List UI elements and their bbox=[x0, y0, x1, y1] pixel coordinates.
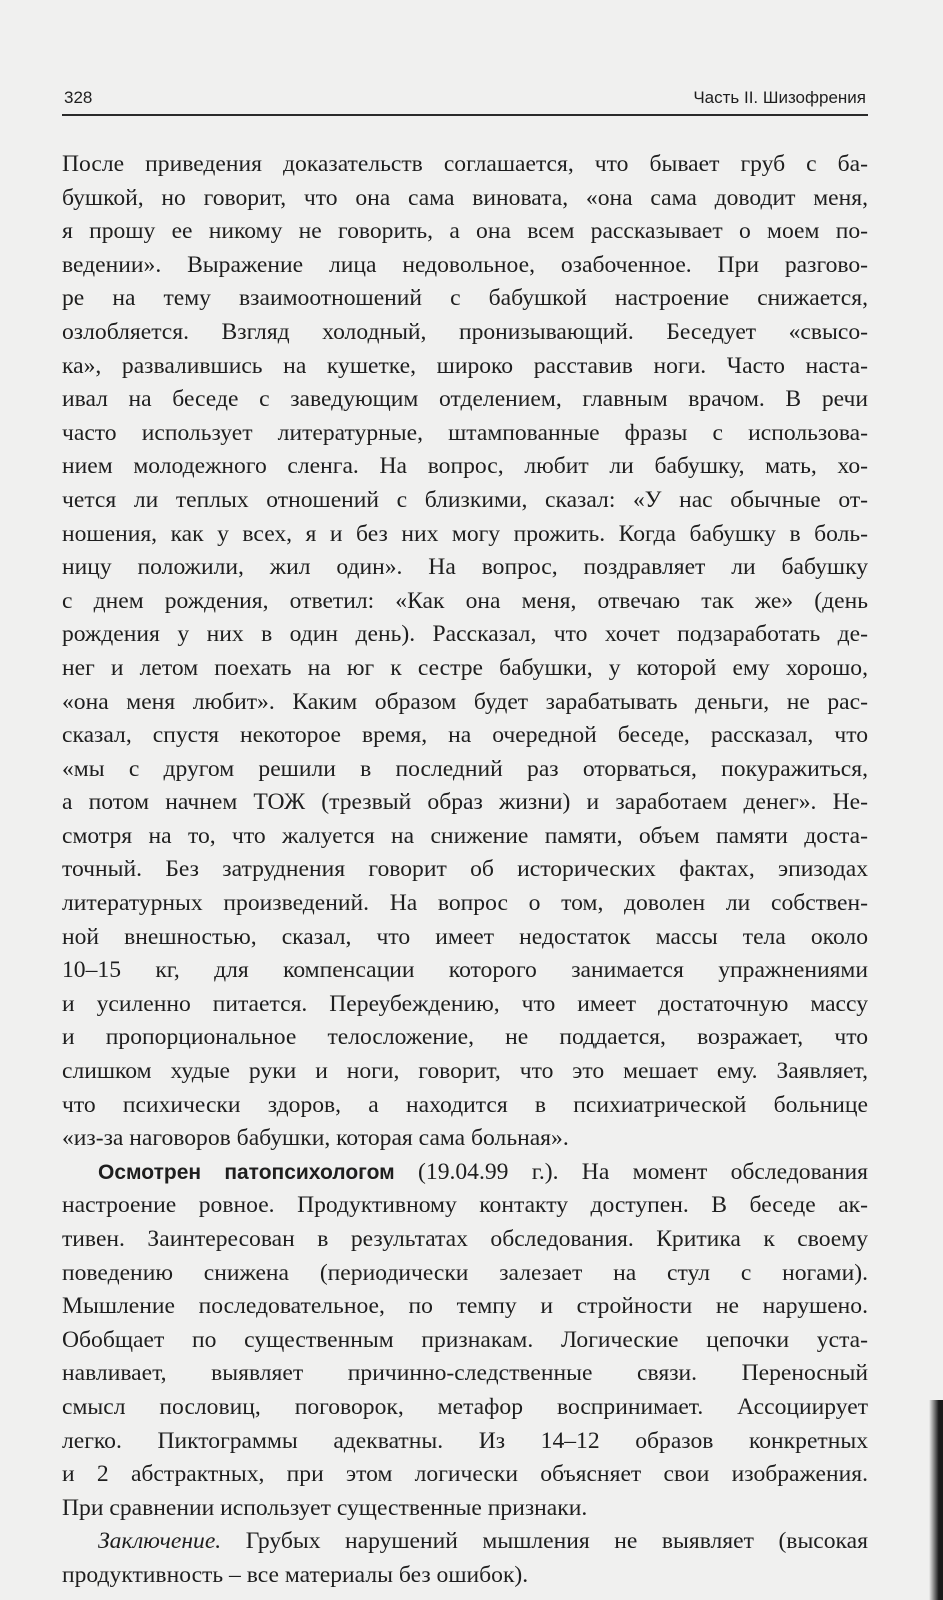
page-edge-shadow bbox=[929, 1400, 943, 1600]
text-line: бушкой, но говорит, что она сама виновата, «она сама доводит меня, bbox=[62, 184, 868, 211]
text-line: точный. Без затруднения говорит об исторических фактах, эпизодах bbox=[62, 856, 868, 883]
text-line: сказал, спустя некоторое время, на очередной беседе, рассказал, что bbox=[62, 722, 868, 749]
paragraph-lead: Осмотрен патопсихологом bbox=[98, 1160, 395, 1184]
text-line: ницу положили, жил один». На вопрос, поздравляет ли бабушку bbox=[62, 554, 868, 581]
text-line: ведении». Выражение лица недовольное, озабоченное. При разгово- bbox=[62, 251, 868, 278]
text-line: смысл пословиц, поговорок, метафор воспринимает. Ассоциирует bbox=[62, 1393, 868, 1420]
text-line bbox=[62, 1525, 868, 1559]
text-line: легко. Пиктограммы адекватны. Из 14–12 образов конкретных bbox=[62, 1427, 868, 1454]
text-line: чется ли теплых отношений с близкими, сказал: «У нас обычные от- bbox=[62, 486, 868, 513]
paragraph-lead: Заключение. bbox=[98, 1528, 222, 1555]
text-line: я прошу ее никому не говорить, а она всем рассказывает о моем по- bbox=[62, 218, 868, 245]
text-line: нег и летом поехать на юг к сестре бабушки, у которой ему хорошо, bbox=[62, 654, 868, 681]
text-line: что психически здоров, а находится в психиатрической больнице bbox=[62, 1091, 868, 1118]
text-line: «она меня любит». Каким образом будет зарабатывать деньги, не рас- bbox=[62, 688, 868, 715]
text-line: с днем рождения, ответил: «Как она меня, отвечаю так же» (день bbox=[62, 587, 868, 614]
paragraph-pathopsychologist bbox=[62, 1156, 868, 1526]
text-line: ивал на беседе с заведующим отделением, главным врачом. В речи bbox=[62, 386, 868, 413]
text-line: и 2 абстрактных, при этом логически объясняет свои изображения. bbox=[62, 1461, 868, 1488]
text-line: нием молодежного сленга. На вопрос, любит ли бабушку, мать, хо- bbox=[62, 453, 868, 480]
page-header bbox=[62, 84, 868, 116]
paragraph-conclusion bbox=[62, 1525, 868, 1592]
body-text bbox=[62, 148, 868, 1593]
page-number: 328 bbox=[64, 88, 93, 107]
lead-continuation: Грубых нарушений мышления не выявляет (высокая bbox=[221, 1528, 868, 1555]
text-line: навливает, выявляет причинно-следственные связи. Переносный bbox=[62, 1360, 868, 1387]
text-line: настроение ровное. Продуктивному контакту доступен. В беседе ак- bbox=[62, 1192, 868, 1219]
text-line: и пропорциональное телосложение, не поддается, возражает, что bbox=[62, 1024, 868, 1051]
running-title: Часть II. Шизофрения bbox=[693, 88, 866, 107]
text-line: ре на тему взаимоотношений с бабушкой настроение снижается, bbox=[62, 285, 868, 312]
text-line: ной внешностью, сказал, что имеет недостаток массы тела около bbox=[62, 923, 868, 950]
text-line: При сравнении использует существенные признаки. bbox=[62, 1494, 588, 1521]
text-line: рождения у них в один день). Рассказал, что хочет подзаработать де- bbox=[62, 621, 868, 648]
text-line: Обобщает по существенным признакам. Логические цепочки уста- bbox=[62, 1326, 868, 1353]
text-line: 10–15 кг, для компенсации которого занимается упражнениями bbox=[62, 957, 868, 984]
text-line: Мышление последовательное, по темпу и стройности не нарушено. bbox=[62, 1293, 868, 1320]
text-line: ношения, как у всех, я и без них могу прожить. Когда бабушку в боль- bbox=[62, 520, 868, 547]
text-line: поведению снижена (периодически залезает на стул с ногами). bbox=[62, 1259, 868, 1286]
text-line: продуктивность – все материалы без ошибок). bbox=[62, 1561, 529, 1588]
text-line: После приведения доказательств соглашается, что бывает груб с ба- bbox=[62, 151, 868, 177]
text-line: тивен. Заинтересован в результатах обследования. Критика к своему bbox=[62, 1226, 868, 1252]
text-line: а потом начнем ТОЖ (трезвый образ жизни) и заработаем денег». Не- bbox=[62, 789, 868, 816]
text-line: «из-за наговоров бабушки, которая сама больная». bbox=[62, 1125, 569, 1152]
text-line bbox=[62, 1156, 868, 1190]
text-line: смотря на то, что жалуется на снижение памяти, объем памяти доста- bbox=[62, 822, 868, 849]
paragraph-patient-conversation bbox=[62, 148, 868, 1156]
text-line: озлобляется. Взгляд холодный, пронизывающий. Беседует «свысо- bbox=[62, 318, 868, 345]
text-line: часто использует литературные, штампованные фразы с использова- bbox=[62, 419, 868, 446]
text-line: и усиленно питается. Переубеждению, что имеет достаточную массу bbox=[62, 990, 868, 1017]
text-line: ка», развалившись на кушетке, широко расставив ноги. Часто наста- bbox=[62, 352, 868, 379]
text-line: литературных произведений. На вопрос о том, доволен ли собствен- bbox=[62, 890, 868, 917]
text-line: «мы с другом решили в последний раз оторваться, покуражиться, bbox=[62, 755, 868, 782]
lead-continuation: (19.04.99 г.). На момент обследования bbox=[394, 1158, 869, 1185]
text-line: слишком худые руки и ноги, говорит, что это мешает ему. Заявляет, bbox=[62, 1058, 868, 1085]
